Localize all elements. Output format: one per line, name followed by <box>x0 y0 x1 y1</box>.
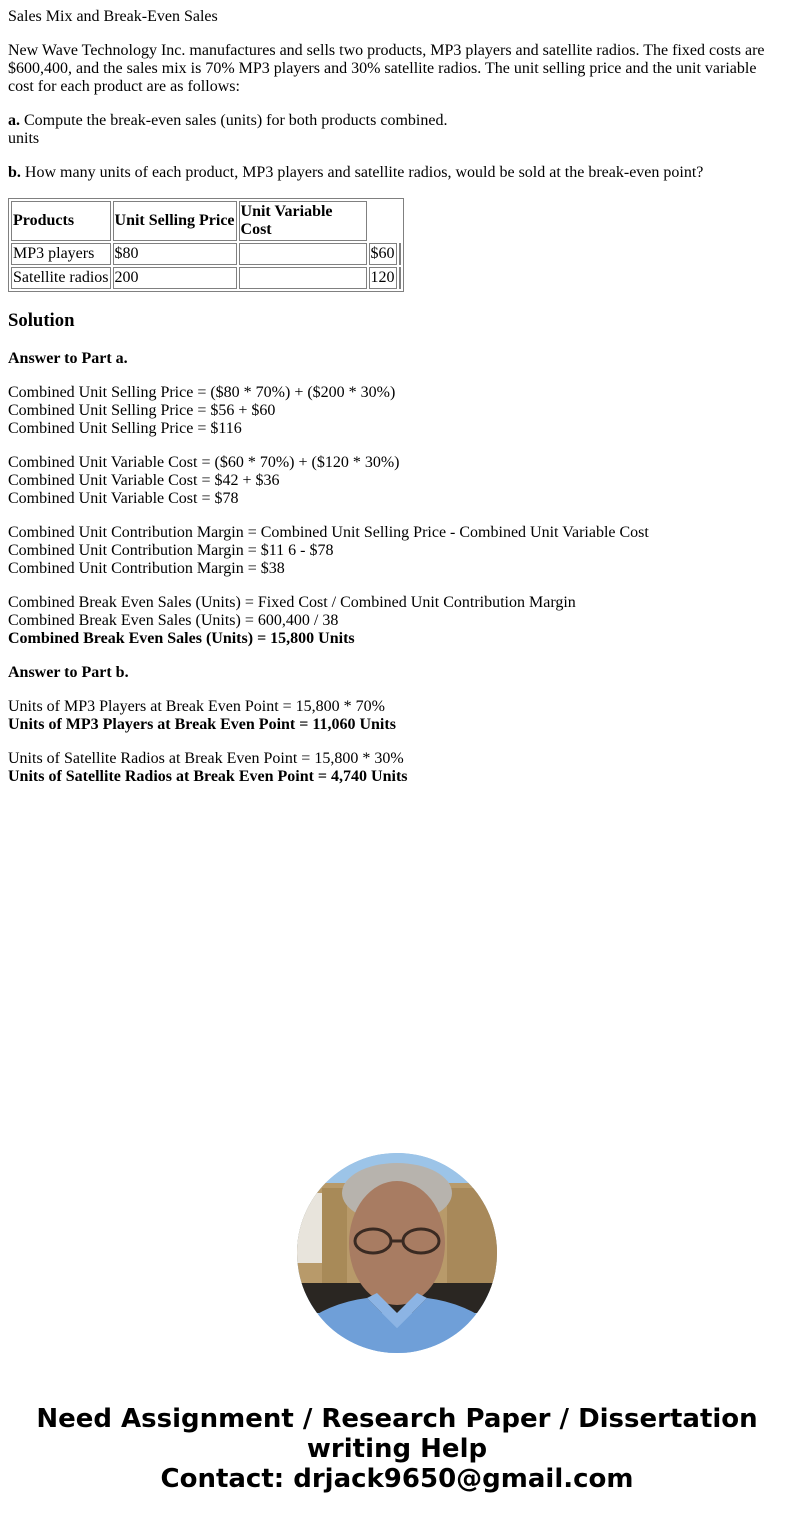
problem-intro: New Wave Technology Inc. manufactures and sells two products, MP3 players and satellite radios. The fixed costs are $600,400, and the sales mix is 70% MP3 players and 30% satellite radios. The unit selling price and the unit variable cost for each product are as follows: <box>8 42 765 95</box>
contact-footer <box>0 1404 794 1494</box>
cell-blank <box>239 267 367 289</box>
question-a <box>8 112 786 148</box>
cell-price: $80 <box>113 243 237 265</box>
cell-blank <box>239 243 367 265</box>
cell-price: 200 <box>113 267 237 289</box>
question-a-label: a. <box>8 112 20 129</box>
mp3-units-block <box>8 698 786 734</box>
document-content <box>8 8 786 802</box>
part-b-heading: Answer to Part b. <box>8 664 129 681</box>
part-a-heading: Answer to Part a. <box>8 350 128 367</box>
question-b-label: b. <box>8 164 21 181</box>
header-unit-variable-cost: Unit Variable Cost <box>239 201 367 241</box>
calc-line: Combined Unit Contribution Margin = $11 6 - $78 <box>8 542 334 559</box>
calc-line: Combined Unit Contribution Margin = $38 <box>8 560 285 577</box>
cell-cost: $60 <box>369 243 397 265</box>
calc-line: Combined Break Even Sales (Units) = Fixed Cost / Combined Unit Contribution Margin <box>8 594 576 611</box>
calc-line: Combined Unit Variable Cost = $78 <box>8 490 239 507</box>
products-table <box>8 198 404 292</box>
question-b <box>8 164 786 182</box>
cell-spacer <box>399 243 401 265</box>
break-even-block <box>8 594 786 648</box>
table-row <box>11 243 401 265</box>
selling-price-block <box>8 384 786 438</box>
calc-line: Combined Break Even Sales (Units) = 600,400 / 38 <box>8 612 339 629</box>
calc-line: Combined Unit Selling Price = $56 + $60 <box>8 402 276 419</box>
mp3-units-result: Units of MP3 Players at Break Even Point = 11,060 Units <box>8 716 396 733</box>
calc-line: Combined Unit Selling Price = ($80 * 70%) + ($200 * 30%) <box>8 384 396 401</box>
question-a-text: Compute the break-even sales (units) for both products combined. <box>20 112 448 129</box>
calc-line: Units of Satellite Radios at Break Even Point = 15,800 * 30% <box>8 750 404 767</box>
calc-line: Combined Unit Contribution Margin = Combined Unit Selling Price - Combined Unit Variable Cost <box>8 524 649 541</box>
question-b-text: How many units of each product, MP3 players and satellite radios, would be sold at the break-even point? <box>20 164 704 181</box>
header-unit-selling-price: Unit Selling Price <box>113 201 237 241</box>
calc-line: Units of MP3 Players at Break Even Point = 15,800 * 70% <box>8 698 385 715</box>
solution-heading: Solution <box>8 310 75 331</box>
footer-line: writing Help <box>306 1434 488 1464</box>
author-portrait-icon <box>297 1153 497 1353</box>
radio-units-result: Units of Satellite Radios at Break Even Point = 4,740 Units <box>8 768 408 785</box>
radio-units-block <box>8 750 786 786</box>
break-even-result: Combined Break Even Sales (Units) = 15,800 Units <box>8 630 355 647</box>
cell-product: Satellite radios <box>11 267 111 289</box>
footer-contact: Contact: drjack9650@gmail.com <box>160 1464 634 1494</box>
avatar <box>297 1153 497 1353</box>
contribution-margin-block <box>8 524 786 578</box>
table-header-row <box>11 201 401 241</box>
table-row <box>11 267 401 289</box>
calc-line: Combined Unit Selling Price = $116 <box>8 420 242 437</box>
calc-line: Combined Unit Variable Cost = $42 + $36 <box>8 472 280 489</box>
cell-spacer <box>399 267 401 289</box>
footer-line: Need Assignment / Research Paper / Dissertation <box>36 1404 758 1434</box>
header-products: Products <box>11 201 111 241</box>
question-a-unit: units <box>8 130 40 147</box>
cell-cost: 120 <box>369 267 397 289</box>
variable-cost-block <box>8 454 786 508</box>
cell-product: MP3 players <box>11 243 111 265</box>
calc-line: Combined Unit Variable Cost = ($60 * 70%) + ($120 * 30%) <box>8 454 400 471</box>
page-title: Sales Mix and Break-Even Sales <box>8 8 218 25</box>
